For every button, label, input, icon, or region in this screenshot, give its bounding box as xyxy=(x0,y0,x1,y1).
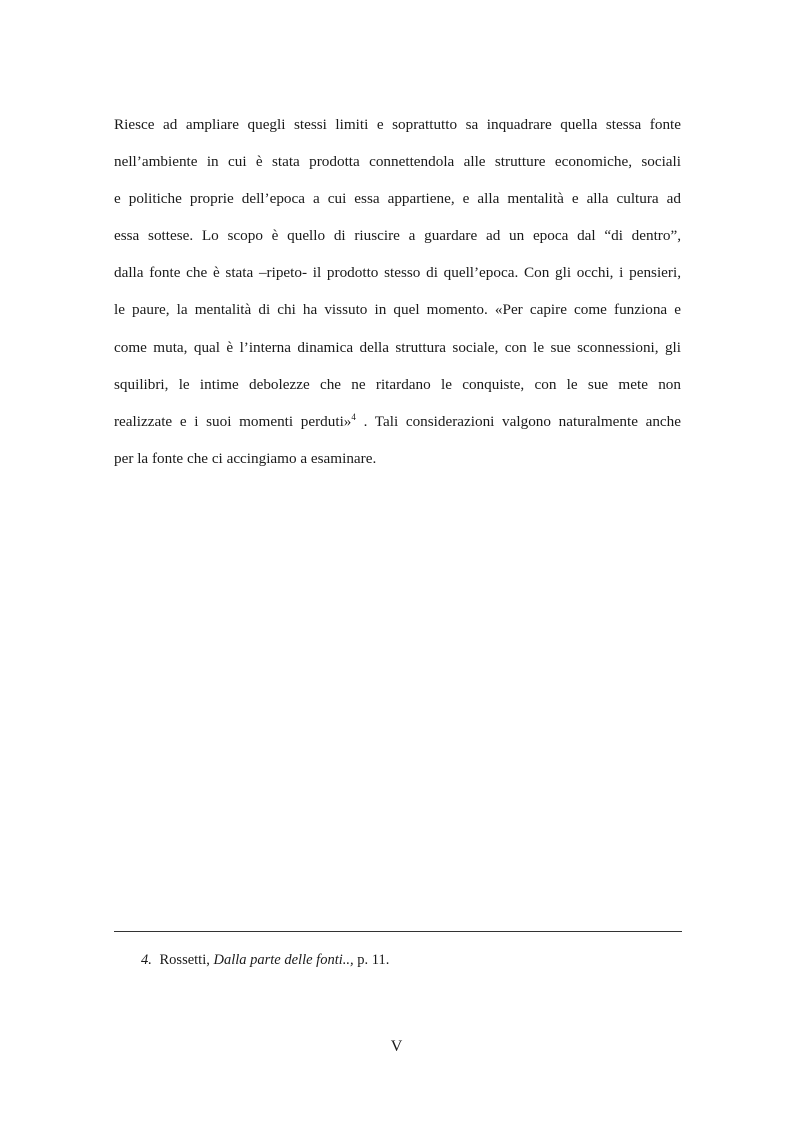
text-line-with-footnote-ref xyxy=(114,403,681,440)
footnote-reference[interactable]: 4 xyxy=(351,411,356,422)
text-segment: . Tali considerazioni valgono naturalmente anche xyxy=(355,412,682,430)
footnote-separator xyxy=(114,931,682,932)
text-line: dalla fonte che è stata –ripeto- il prodotto stesso di quell’epoca. Con gli occhi, i pensieri, xyxy=(114,264,681,282)
text-line-last: per la fonte che ci accingiamo a esaminare. xyxy=(114,449,377,467)
text-line: Riesce ad ampliare quegli stessi limiti e soprattutto sa inquadrare quella stessa fonte xyxy=(114,116,681,133)
text-line: nell’ambiente in cui è stata prodotta connettendola alle strutture economiche, sociali xyxy=(114,153,681,171)
text-segment: realizzate e i suoi momenti perduti» xyxy=(114,412,352,430)
text-line: e politiche proprie dell’epoca a cui essa appartiene, e alla mentalità e alla cultura ad xyxy=(114,190,681,208)
body-paragraph xyxy=(114,106,681,477)
text-line: squilibri, le intime debolezze che ne ritardano le conquiste, con le sue mete non xyxy=(114,375,681,393)
page-number: V xyxy=(390,1038,403,1055)
footnote-author: Rossetti, xyxy=(159,952,214,968)
footnote-pages: p. 11. xyxy=(353,952,390,968)
footnote xyxy=(141,952,389,969)
footnote-title: Dalla parte delle fonti.., xyxy=(213,952,354,968)
text-line: come muta, qual è l’interna dinamica della struttura sociale, con le sue sconnessioni, gli xyxy=(114,338,681,356)
text-line: le paure, la mentalità di chi ha vissuto in quel momento. «Per capire come funziona e xyxy=(114,301,681,319)
footnote-number: 4. xyxy=(141,952,152,968)
text-line: essa sottese. Lo scopo è quello di riuscire a guardare ad un epoca dal “di dentro”, xyxy=(114,227,681,245)
